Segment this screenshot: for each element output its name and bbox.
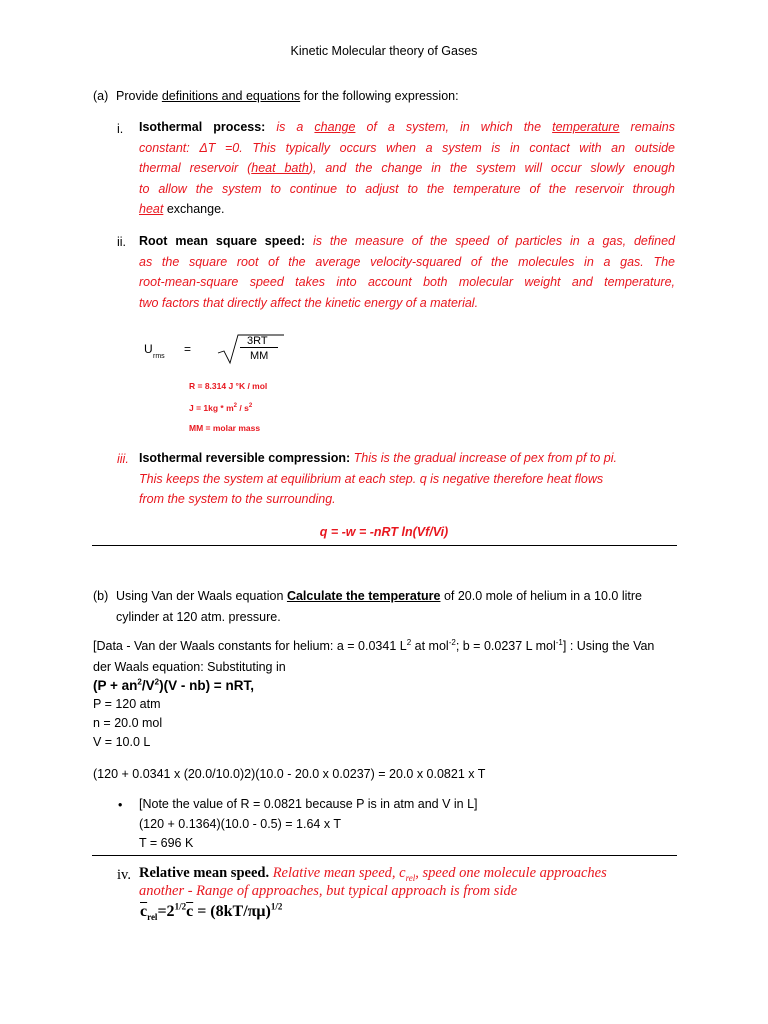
item-i-text bbox=[139, 117, 675, 220]
part-b-q-bold: Calculate the temperature bbox=[286, 589, 441, 603]
rms-subscript: rms bbox=[153, 353, 165, 360]
divider-2 bbox=[92, 855, 677, 856]
value-v: V = 10.0 L bbox=[93, 735, 151, 749]
part-b-data-line-2: der Waals equation: Substituting in bbox=[93, 659, 286, 674]
item-i-change-link: change bbox=[314, 120, 356, 134]
part-b-data-line-1 bbox=[93, 636, 683, 657]
item-i-l3b: ), and the change in the system will occur slowly enough bbox=[308, 161, 675, 175]
item-i-term: Isothermal process: bbox=[139, 120, 266, 134]
item-iv-l1a: Relative mean speed, bbox=[269, 865, 400, 881]
item-ii-line-1 bbox=[139, 231, 675, 252]
eq-rel: rel bbox=[147, 912, 158, 923]
vdw-sup1: 2 bbox=[137, 677, 142, 687]
value-n: n = 20.0 mol bbox=[93, 716, 163, 730]
part-b-q-post: of 20.0 mole of helium in a 10.0 litre bbox=[440, 589, 642, 603]
vdw-sup2: 2 bbox=[154, 677, 160, 687]
item-iv-l1b: , speed one molecule approaches bbox=[415, 865, 607, 881]
part-a-intro-post: for the following expression: bbox=[300, 89, 459, 103]
item-iv-number: iv. bbox=[117, 867, 131, 883]
item-iii-term: Isothermal reversible compression: bbox=[139, 451, 351, 465]
part-a-intro-underlined: definitions and equations bbox=[161, 89, 301, 103]
item-i-temperature-link: temperature bbox=[552, 120, 620, 134]
data-c: ; b = 0.0237 L mol bbox=[455, 639, 556, 653]
part-b-line-2: cylinder at 120 atm. pressure. bbox=[116, 609, 281, 624]
data-d: ] : Using the Van bbox=[562, 639, 655, 653]
part-a-label: (a) bbox=[93, 89, 109, 103]
eq-equals: =2 bbox=[157, 903, 175, 920]
part-b-q-pre: Using Van der Waals equation bbox=[116, 589, 287, 603]
part-b-line-1 bbox=[116, 586, 676, 607]
data-b: at mol bbox=[411, 639, 449, 653]
note-r: R = 8.314 J °K / mol bbox=[189, 381, 268, 391]
item-i-heat-bath-link: heat bath bbox=[251, 161, 309, 175]
note-j bbox=[189, 403, 252, 413]
part-b-label: (b) bbox=[93, 589, 109, 603]
item-ii-number: ii. bbox=[117, 235, 127, 249]
item-i-l1c: remains bbox=[619, 120, 676, 134]
result-t: T = 696 K bbox=[139, 836, 194, 850]
note-mm: MM = molar mass bbox=[189, 423, 261, 433]
item-i-line-1 bbox=[139, 117, 675, 138]
part-a-intro-pre: Provide bbox=[116, 89, 162, 103]
part-b-data bbox=[93, 636, 683, 677]
data-a: [Data - Van der Waals constants for helium: a = 0.0341 L bbox=[93, 639, 407, 653]
item-iii-line-1 bbox=[139, 448, 675, 469]
rms-numerator: 3RT bbox=[247, 335, 268, 347]
note-j-mid: / s bbox=[237, 403, 249, 413]
eq-c: $\overline{c}$ bbox=[140, 903, 148, 920]
item-i-heat-link: heat bbox=[139, 202, 164, 216]
eq-mid: = (8kT/πμ) bbox=[193, 903, 271, 920]
note-j-exp1: 2 bbox=[233, 403, 237, 410]
page-title: Kinetic Molecular theory of Gases bbox=[290, 44, 478, 58]
vdw-c: )(V - nb) = nRT, bbox=[159, 678, 254, 693]
vdw-a: (P + an bbox=[93, 678, 138, 693]
eq-half2: 1/2 bbox=[270, 901, 283, 912]
item-ii-term: Root mean square speed: bbox=[139, 234, 306, 248]
divider-1 bbox=[92, 545, 677, 546]
item-i-l5-rest: exchange. bbox=[163, 202, 225, 216]
note-j-exp2: 2 bbox=[248, 403, 253, 410]
item-i-line-4: to allow the system to continue to adjust to the temperature of the reservoir through bbox=[139, 181, 675, 196]
rms-formula bbox=[140, 335, 300, 375]
item-ii-line-3: root-mean-square speed takes into account both molecular weight and temperature, bbox=[139, 275, 675, 289]
data-sup3: -1 bbox=[555, 637, 563, 647]
rms-u: U bbox=[144, 342, 153, 356]
item-i-line-2: constant: ΔT =0. This typically occurs when a system is in contact with an outside bbox=[139, 140, 675, 155]
rms-denominator: MM bbox=[250, 350, 269, 362]
item-i-l1a: is a bbox=[265, 120, 315, 134]
item-iv-c: c bbox=[399, 865, 406, 881]
item-ii-line-2: as the square root of the average velocity-squared of the molecules in a gas. The bbox=[139, 254, 675, 269]
item-i-l1b: of a system, in which the bbox=[355, 120, 553, 134]
item-iv-line-1 bbox=[139, 864, 699, 882]
bullet: • bbox=[118, 798, 123, 812]
eq-half1: 1/2 bbox=[174, 901, 187, 912]
rms-equals: = bbox=[184, 342, 192, 356]
item-iv-text bbox=[139, 864, 699, 900]
data-sup1: 2 bbox=[406, 637, 412, 647]
note-r-value: [Note the value of R = 0.0821 because P is in atm and V in L] bbox=[139, 797, 478, 811]
item-i-l3a: thermal reservoir ( bbox=[139, 161, 252, 175]
item-iii-line-2: This keeps the system at equilibrium at each step. q is negative therefore heat flows bbox=[139, 471, 604, 486]
item-iv-line-2: another - Range of approaches, but typical approach is from side bbox=[139, 883, 518, 899]
data-sup2: -2 bbox=[448, 637, 456, 647]
calc-line: (120 + 0.1364)(10.0 - 0.5) = 1.64 x T bbox=[139, 817, 341, 831]
value-p: P = 120 atm bbox=[93, 697, 161, 711]
substitution: (120 + 0.0341 x (20.0/10.0)2)(10.0 - 20.0 x 0.0237) = 20.0 x 0.0821 x T bbox=[93, 767, 486, 781]
part-b-question bbox=[116, 586, 676, 627]
isothermal-equation: q = -w = -nRT ln(Vf/Vi) bbox=[319, 525, 449, 539]
item-iii-l1: This is the gradual increase of pex from pf to pi. bbox=[350, 451, 617, 465]
item-iii-number: iii. bbox=[117, 452, 129, 466]
eq-c2: $\overline{c}$ bbox=[186, 903, 194, 920]
item-iv-term: Relative mean speed. bbox=[139, 865, 270, 881]
item-iii-line-3: from the system to the surrounding. bbox=[139, 492, 336, 506]
vdw-b: /V bbox=[141, 678, 155, 693]
item-iv-rel: rel bbox=[405, 872, 416, 883]
item-i-number: i. bbox=[117, 122, 124, 136]
relative-speed-equation bbox=[140, 902, 282, 922]
item-ii-line-4: two factors that directly affect the kinetic energy of a material. bbox=[139, 295, 479, 310]
part-a-intro bbox=[116, 86, 459, 107]
item-i-line-3 bbox=[139, 158, 675, 179]
item-i-line-5 bbox=[139, 199, 675, 220]
item-ii-text bbox=[139, 231, 675, 313]
note-j-pre: J = 1kg * m bbox=[189, 403, 234, 413]
item-iii-text bbox=[139, 448, 675, 510]
item-ii-l1: is the measure of the speed of particles in a gas, defined bbox=[305, 234, 675, 248]
